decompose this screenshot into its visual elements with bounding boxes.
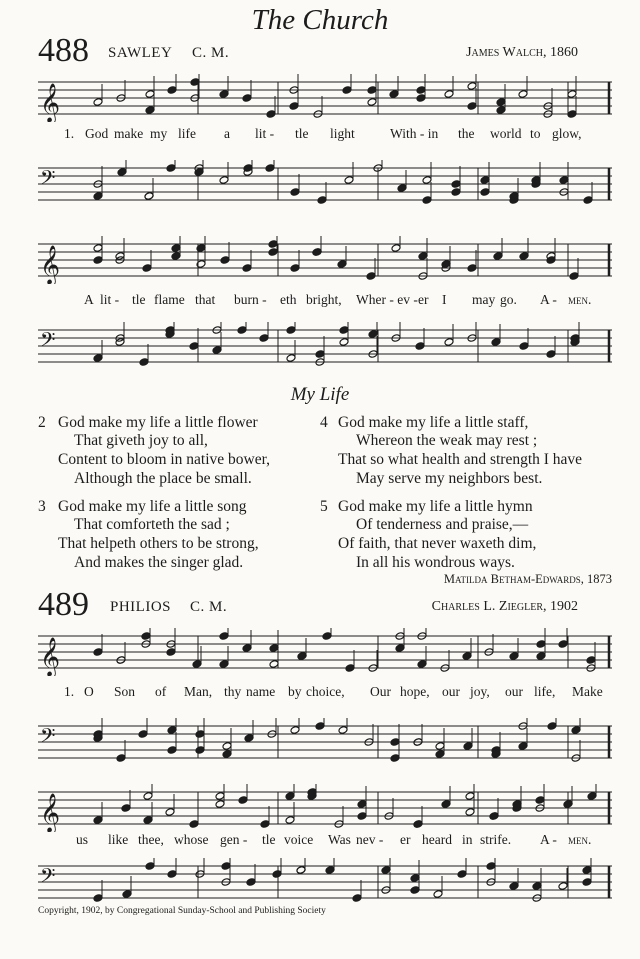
music-staff-treble <box>38 236 612 284</box>
note-head <box>171 252 181 261</box>
note-head <box>189 820 199 829</box>
note-head <box>583 196 593 205</box>
lyric-word: thy <box>224 684 242 699</box>
tune-name: SAWLEY <box>108 45 173 61</box>
lyric-word: name <box>246 684 276 699</box>
note-head <box>546 350 556 359</box>
note-head <box>260 820 270 829</box>
lyric-word: Wher - ev - <box>356 292 418 307</box>
note-head <box>344 176 354 185</box>
note-head <box>286 354 296 363</box>
note-head <box>536 652 546 661</box>
note-head <box>141 632 151 641</box>
lyric-word: our <box>505 684 523 699</box>
lyric-word: thee, <box>138 832 164 847</box>
note-head <box>219 660 229 669</box>
lyric-word: 1. <box>64 684 75 699</box>
note-head <box>435 750 445 759</box>
note-head <box>285 816 295 825</box>
note-head <box>536 640 546 649</box>
note-head <box>93 816 103 825</box>
verse-line: And makes the singer glad. <box>74 554 244 571</box>
note-head <box>144 192 154 201</box>
note-head <box>416 86 426 95</box>
lyric-word: like <box>108 832 129 847</box>
verse-line: That giveth joy to all, <box>74 432 208 449</box>
note-head <box>410 886 420 895</box>
note-head <box>559 176 569 185</box>
lyric-word: Our <box>370 684 391 699</box>
bass-clef: 𝄢 <box>40 328 56 356</box>
note-head <box>195 730 205 739</box>
note-head <box>145 106 155 115</box>
note-head <box>519 252 529 261</box>
note-head <box>290 264 300 273</box>
note-head <box>367 86 377 95</box>
note-head <box>467 264 477 273</box>
note-head <box>93 256 103 265</box>
composer-credit: Charles L. Ziegler, 1902 <box>431 599 578 614</box>
note-head <box>366 272 376 281</box>
verse-number: 4 <box>320 414 328 431</box>
note-head <box>269 660 279 669</box>
lyric-word: O <box>84 684 94 699</box>
note-head <box>266 110 276 119</box>
copyright-notice: Copyright, 1902, by Congregational Sunday-School and Publishing Society <box>38 906 326 916</box>
bass-clef: 𝄢 <box>40 864 56 892</box>
lyric-word: strife. <box>480 832 512 847</box>
note-head <box>242 94 252 103</box>
lyrics-line <box>0 684 640 702</box>
note-head <box>215 792 225 801</box>
tune-name: PHILIOS <box>110 599 172 615</box>
note-head <box>569 272 579 281</box>
lyric-word: God <box>85 126 109 141</box>
note-head <box>451 180 461 189</box>
note-head <box>93 98 103 107</box>
lyric-word: er <box>418 292 429 307</box>
music-staff-treble <box>38 628 612 676</box>
lyric-word: A <box>84 292 94 307</box>
lyric-word: hope, <box>400 684 430 699</box>
note-head <box>519 342 529 351</box>
verse-line: That so what health and strength I have <box>338 451 583 468</box>
note-head <box>435 742 445 751</box>
lyric-word: voice <box>284 832 314 847</box>
lyric-word: of <box>155 684 167 699</box>
note-head <box>444 338 454 347</box>
verse-number: 2 <box>38 414 46 431</box>
note-head <box>532 882 542 891</box>
note-head <box>451 188 461 197</box>
note-head <box>166 164 176 173</box>
note-head <box>390 754 400 763</box>
note-head <box>357 800 367 809</box>
treble-clef: 𝄞 <box>40 245 61 284</box>
note-head <box>143 816 153 825</box>
note-head <box>493 252 503 261</box>
note-head <box>467 82 477 91</box>
lyric-word: glow, <box>552 126 582 141</box>
verse-line: God make my life a little song <box>58 498 247 515</box>
lyric-word: life <box>178 126 196 141</box>
note-head <box>395 644 405 653</box>
note-head <box>397 184 407 193</box>
music-staff-treble <box>38 784 612 832</box>
lyric-word: our <box>442 684 460 699</box>
note-head <box>357 812 367 821</box>
note-head <box>389 90 399 99</box>
note-head <box>222 750 232 759</box>
note-head <box>145 90 155 99</box>
lyric-word: A - <box>540 292 557 307</box>
note-head <box>337 260 347 269</box>
note-head <box>465 792 475 801</box>
lyric-word: go. <box>500 292 517 307</box>
hymn-number: 489 <box>38 586 89 623</box>
note-head <box>462 652 472 661</box>
lyric-word: may <box>472 292 496 307</box>
lyrics-line <box>0 126 640 144</box>
note-head <box>391 244 401 253</box>
note-head <box>480 188 490 197</box>
lyric-word: whose <box>174 832 209 847</box>
note-head <box>139 358 149 367</box>
note-head <box>219 90 229 99</box>
lyric-word: burn - <box>234 292 267 307</box>
note-head <box>571 726 581 735</box>
note-head <box>259 334 269 343</box>
section-title: My Life <box>290 384 350 405</box>
lyric-word: Make <box>572 684 603 699</box>
note-head <box>586 656 596 665</box>
note-head <box>290 726 300 735</box>
verse-line: Of tenderness and praise,— <box>356 516 529 533</box>
note-head <box>244 734 254 743</box>
note-head <box>269 644 279 653</box>
verse-line: Content to bloom in native bower, <box>58 451 271 468</box>
verse-line: May serve my neighbors best. <box>356 470 543 487</box>
note-head <box>286 326 296 335</box>
note-head <box>558 640 568 649</box>
lyric-word: er <box>400 832 411 847</box>
note-head <box>415 342 425 351</box>
lyric-word: joy, <box>470 684 490 699</box>
note-head <box>558 882 568 891</box>
verse-number: 5 <box>320 498 328 515</box>
note-head <box>465 808 475 817</box>
note-head <box>166 648 176 657</box>
bass-clef: 𝄢 <box>40 166 56 194</box>
verse-line: God make my life a little hymn <box>338 498 533 515</box>
note-head <box>535 796 545 805</box>
note-head <box>509 882 519 891</box>
lyric-word: Son <box>114 684 136 699</box>
lyric-word: lit - <box>100 292 120 307</box>
note-head <box>167 86 177 95</box>
lyrics-line <box>0 292 640 310</box>
note-head <box>417 660 427 669</box>
note-head <box>171 244 181 253</box>
note-head <box>322 632 332 641</box>
music-staff-bass <box>38 858 612 906</box>
lyric-word: 1. <box>64 126 75 141</box>
lyrics-line <box>0 832 640 850</box>
lyric-word: A - <box>540 832 557 847</box>
note-head <box>325 866 335 875</box>
note-head <box>496 106 506 115</box>
verse-line: God make my life a little staff, <box>338 414 529 431</box>
note-head <box>315 350 325 359</box>
treble-clef: 𝄞 <box>40 83 61 122</box>
note-head <box>195 746 205 755</box>
lyric-word: choice, <box>306 684 345 699</box>
note-head <box>381 866 391 875</box>
verse-line: God make my life a little flower <box>58 414 258 431</box>
lyric-word: light <box>330 126 355 141</box>
note-head <box>165 808 175 817</box>
note-head <box>444 90 454 99</box>
note-head <box>338 726 348 735</box>
note-head <box>563 800 573 809</box>
note-head <box>121 804 131 813</box>
note-head <box>242 644 252 653</box>
note-head <box>117 168 127 177</box>
note-head <box>315 722 325 731</box>
lyric-word: my <box>150 126 168 141</box>
note-head <box>433 890 443 899</box>
lyric-word: tle <box>295 126 309 141</box>
lyric-word: in <box>462 832 473 847</box>
note-head <box>221 862 231 871</box>
lyric-word: nev - <box>356 832 384 847</box>
note-head <box>342 86 352 95</box>
music-staff-bass <box>38 322 612 370</box>
composer-credit: James Walch, 1860 <box>466 45 578 60</box>
note-head <box>290 188 300 197</box>
note-head <box>167 746 177 755</box>
note-head <box>242 264 252 273</box>
lyric-word: to <box>530 126 541 141</box>
note-head <box>268 248 278 257</box>
note-head <box>189 342 199 351</box>
note-head <box>142 264 152 273</box>
lyric-word: us <box>76 832 89 847</box>
note-head <box>192 660 202 669</box>
note-head <box>272 870 282 879</box>
note-head <box>422 196 432 205</box>
note-head <box>222 742 232 751</box>
lyric-word: flame <box>154 292 185 307</box>
note-head <box>339 326 349 335</box>
note-head <box>215 800 225 809</box>
note-head <box>582 866 592 875</box>
note-head <box>167 726 177 735</box>
note-head <box>457 870 467 879</box>
text-author: Matilda Betham-Edwards, 1873 <box>443 572 612 586</box>
note-head <box>93 354 103 363</box>
note-head <box>265 164 275 173</box>
lyric-word: men. <box>568 832 592 847</box>
note-head <box>167 870 177 879</box>
verse-line: Whereon the weak may rest ; <box>356 432 538 449</box>
note-head <box>410 874 420 883</box>
note-head <box>496 98 506 107</box>
lyric-word: tle <box>262 832 276 847</box>
lyric-word: Man, <box>184 684 213 699</box>
note-head <box>390 738 400 747</box>
note-head <box>480 176 490 185</box>
note-head <box>509 652 519 661</box>
note-head <box>145 862 155 871</box>
verse-line: That comforteth the sad ; <box>74 516 230 533</box>
lyric-word: I <box>442 292 447 307</box>
lyric-word: eth <box>280 292 297 307</box>
treble-clef: 𝄞 <box>40 637 61 676</box>
note-head <box>547 722 557 731</box>
note-head <box>237 326 247 335</box>
note-head <box>345 664 355 673</box>
lyric-word: heard <box>422 832 452 847</box>
treble-clef: 𝄞 <box>40 793 61 832</box>
note-head <box>268 240 278 249</box>
hymn-number: 488 <box>38 32 89 69</box>
note-head <box>567 110 577 119</box>
note-head <box>116 754 126 763</box>
note-head <box>418 252 428 261</box>
bass-clef: 𝄢 <box>40 724 56 752</box>
lyric-word: the <box>458 126 475 141</box>
note-head <box>486 862 496 871</box>
note-head <box>219 176 229 185</box>
meter: C. M. <box>192 45 230 61</box>
note-head <box>219 632 229 641</box>
lyric-word: life, <box>534 684 556 699</box>
note-head <box>317 196 327 205</box>
verse-line: In all his wondrous ways. <box>356 554 515 571</box>
music-staff-bass <box>38 718 612 766</box>
lyric-word: world <box>490 126 522 141</box>
lyric-word: gen - <box>220 832 248 847</box>
lyric-word: a <box>224 126 230 141</box>
note-head <box>518 742 528 751</box>
note-head <box>246 878 256 887</box>
verse-line: Although the place be small. <box>74 470 252 487</box>
note-head <box>367 98 377 107</box>
note-head <box>489 812 499 821</box>
note-head <box>289 102 299 111</box>
note-head <box>491 338 501 347</box>
meter: C. M. <box>190 599 228 615</box>
verse-line: That helpeth others to be strong, <box>58 535 259 552</box>
note-head <box>93 894 103 903</box>
lyric-word: that <box>195 292 216 307</box>
note-head <box>352 894 362 903</box>
note-head <box>567 90 577 99</box>
note-head <box>312 248 322 257</box>
lyric-word: bright, <box>306 292 342 307</box>
note-head <box>441 800 451 809</box>
lyric-word: make <box>114 126 144 141</box>
note-head <box>587 792 597 801</box>
lyric-word: men. <box>568 292 592 307</box>
lyric-word: tle <box>132 292 146 307</box>
verse-line: Of faith, that never waxeth dim, <box>338 535 537 552</box>
lyric-word: With - in <box>390 126 439 141</box>
note-head <box>122 890 132 899</box>
note-head <box>93 244 103 253</box>
running-head: The Church <box>251 4 389 36</box>
verse-number: 3 <box>38 498 46 515</box>
note-head <box>93 192 103 201</box>
music-staff-treble <box>38 74 612 122</box>
note-head <box>138 730 148 739</box>
lyric-word: lit - <box>255 126 275 141</box>
note-head <box>296 866 306 875</box>
note-head <box>339 338 349 347</box>
note-head <box>463 742 473 751</box>
note-head <box>220 256 230 265</box>
note-head <box>422 176 432 185</box>
note-head <box>368 330 378 339</box>
note-head <box>518 90 528 99</box>
note-head <box>582 878 592 887</box>
lyric-word: by <box>288 684 302 699</box>
note-head <box>467 102 477 111</box>
note-head <box>143 792 153 801</box>
lyric-word: Was <box>328 832 351 847</box>
note-head <box>93 648 103 657</box>
note-head <box>212 346 222 355</box>
music-staff-bass <box>38 160 612 208</box>
note-head <box>238 796 248 805</box>
note-head <box>285 792 295 801</box>
note-head <box>416 94 426 103</box>
